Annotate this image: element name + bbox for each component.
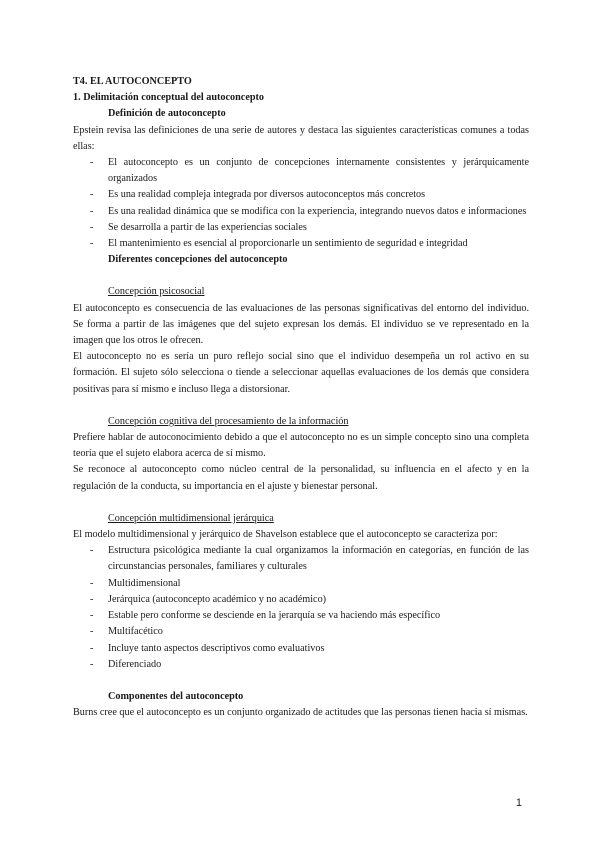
list-item: - Es una realidad dinámica que se modifica con la experiencia, integrando nuevos datos e informaciones [73, 204, 529, 220]
list-item: - Jerárquica (autoconcepto académico y no académico) [73, 592, 529, 608]
paragraph-burns: Burns cree que el autoconcepto es un conjunto organizado de actitudes que las personas tienen hacia sí mismas. [73, 707, 528, 719]
list-item: - Estable pero conforme se desciende en la jerarquía se va haciendo más específico [73, 608, 529, 624]
paragraph-epstein: Epstein revisa las definiciones de una serie de autores y destaca las siguientes características comunes a todas ellas: [73, 124, 529, 152]
list-item: - Incluye tanto aspectos descriptivos como evaluativos [73, 641, 529, 657]
paragraph-cognitiva-1: Prefiere hablar de autoconocimiento debido a que el autoconcepto no es un simple concepto sino una completa teoría que el sujeto elabora acerca de sí mismo. [73, 432, 529, 460]
list-item: - Multidimensional [73, 576, 529, 592]
page-number: 1 [515, 797, 522, 809]
heading-cognitiva: Concepción cognitiva del procesamiento de la información [108, 415, 349, 427]
subheading-componentes: Componentes del autoconcepto [108, 690, 244, 702]
paragraph-cognitiva-2: Se reconoce al autoconcepto como núcleo central de la personalidad, su influencia en el afecto y en la regulación de la conducta, su importancia en el ajuste y bienestar personal. [73, 464, 529, 492]
list-item: - Multifacético [73, 624, 529, 640]
subheading-concepciones: Diferentes concepciones del autoconcepto [108, 254, 288, 266]
section-heading-delimitacion: 1. Delimitación conceptual del autoconcepto [73, 92, 264, 104]
paragraph-psicosocial-2: El autoconcepto no es sería un puro reflejo social sino que el individuo desempeña un rol activo en su formación. El sujeto sólo selecciona o tiende a seleccionar aquellas evaluaciones de los demás que considera positivas para sí mismo e incluso llega a distorsionar. [73, 351, 529, 395]
subheading-definicion: Definición de autoconcepto [108, 108, 226, 120]
list-item: - Se desarrolla a partir de las experiencias sociales [73, 220, 529, 236]
heading-multidimensional: Concepción multidimensional jerárquica [108, 512, 274, 524]
characteristics-list [73, 155, 529, 252]
heading-psicosocial: Concepción psicosocial [108, 286, 205, 298]
list-item: - El autoconcepto es un conjunto de concepciones internamente consistentes y jerárquicamente organizados [73, 155, 529, 187]
list-item: - Estructura psicológica mediante la cual organizamos la información en categorías, en función de las circunstancias personales, familiares y culturales [73, 543, 529, 575]
document-title: T4. EL AUTOCONCEPTO [73, 76, 192, 87]
paragraph-shavelson: El modelo multidimensional y jerárquico de Shavelson establece que el autoconcepto se caracteriza por: [73, 529, 498, 541]
list-item: - Diferenciado [73, 657, 529, 673]
document-page [73, 74, 529, 721]
list-item: - El mantenimiento es esencial al proporcionarle un sentimiento de seguridad e integridad [73, 236, 529, 252]
list-item: - Es una realidad compleja integrada por diversos autoconceptos más concretos [73, 187, 529, 203]
paragraph-psicosocial-1: El autoconcepto es consecuencia de las evaluaciones de las personas significativas del entorno del individuo. Se forma a partir de las imágenes que del sujeto expresan los demás. El individuo se ve representado en la imagen que los otros le ofrecen. [73, 302, 529, 347]
shavelson-list [73, 543, 529, 673]
